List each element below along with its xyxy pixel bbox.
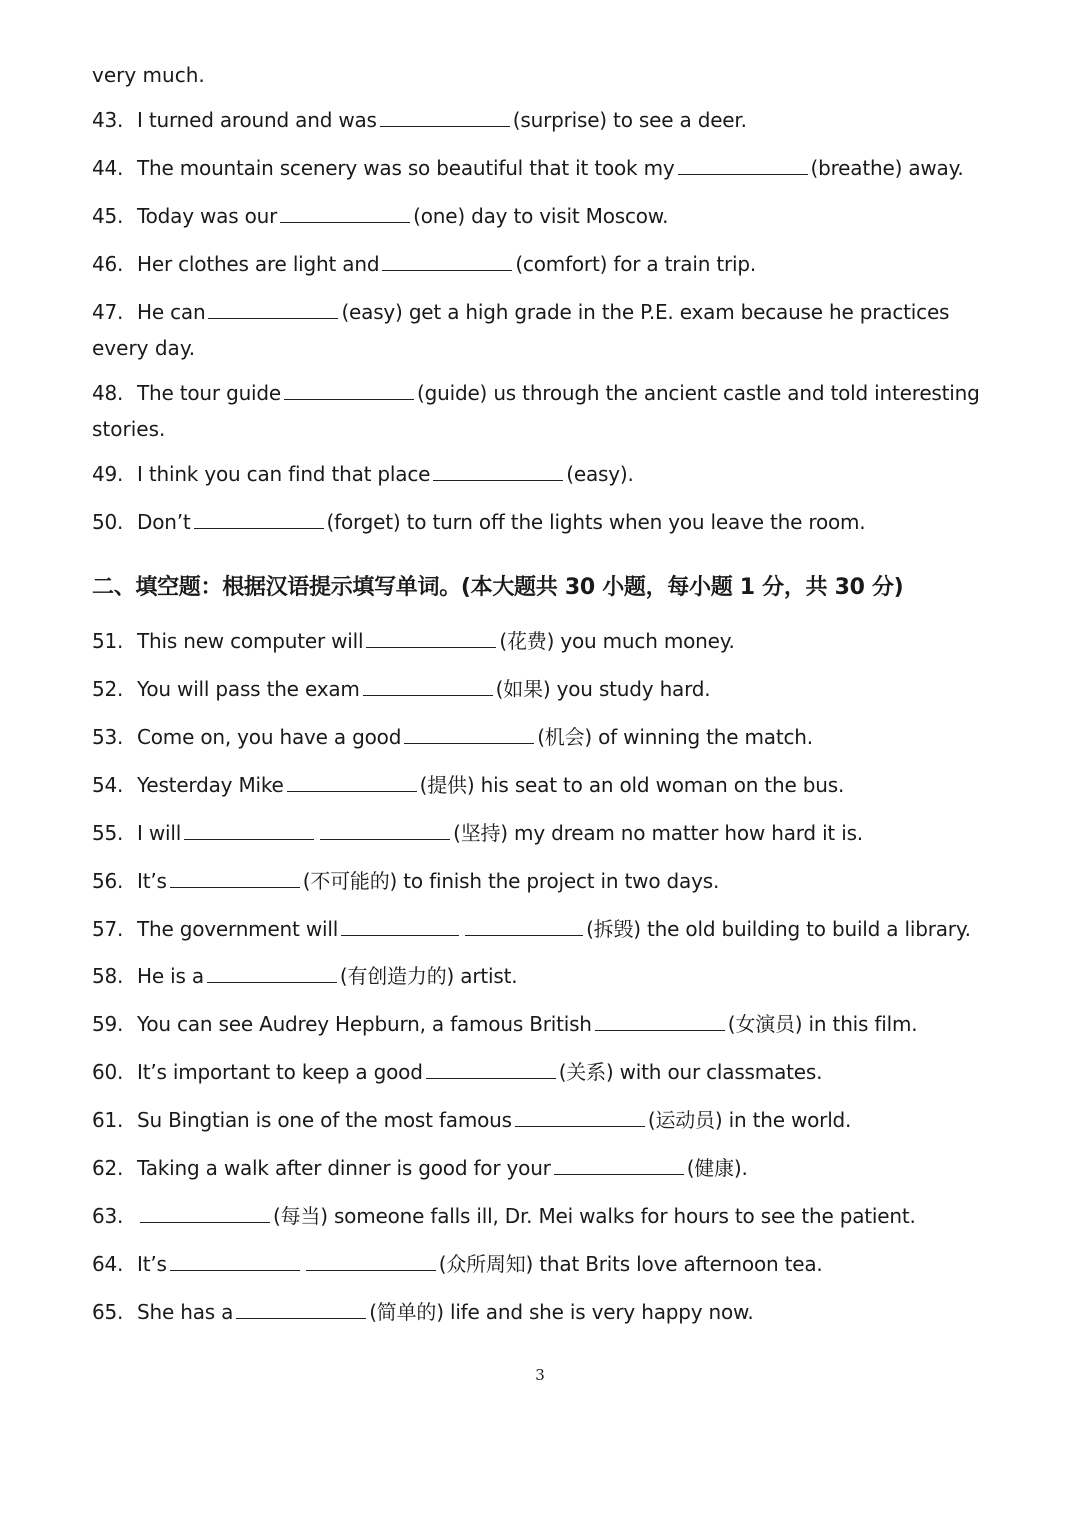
question-48 [92,380,980,406]
question-text-after: (女演员) in this film. [727,1012,918,1036]
question-text-before: The tour guide [137,381,282,405]
question-text-after: (easy). [566,462,634,486]
question-number: 55. [92,821,124,845]
question-text-before: The mountain scenery was so beautiful that it took my [137,156,675,180]
question-text-after: (关系) with our classmates. [558,1060,823,1084]
question-50 [92,509,865,535]
question-number: 51. [92,629,124,653]
question-text-before: He is a [137,964,204,988]
question-text-before: He can [137,300,206,324]
question-54 [92,772,844,798]
page-number: 3 [535,1366,545,1384]
question-text-after: (guide) us through the ancient castle and told interesting [417,381,980,405]
question-53 [92,724,813,750]
answer-blank[interactable] [366,629,496,648]
section-heading: 二、填空题：根据汉语提示填写单词。(本大题共 30 小题，每小题 1 分，共 30 分) [92,575,904,600]
answer-blank[interactable] [207,964,337,983]
question-text-before: The government will [137,917,339,941]
answer-blank[interactable] [170,869,300,888]
question-text-after: (花费) you much money. [499,629,735,653]
previous-question-tail: very much. [92,63,205,87]
question-number: 59. [92,1012,124,1036]
question-text-before: Today was our [137,204,278,228]
answer-blank[interactable] [554,1156,684,1175]
question-57 [92,916,971,942]
question-text-before: Yesterday Mike [137,773,284,797]
question-text-after: (comfort) for a train trip. [515,252,757,276]
answer-blank[interactable] [306,1252,436,1271]
question-text-before: Don’t [137,510,191,534]
question-52 [92,676,710,702]
answer-blank[interactable] [236,1300,366,1319]
question-number: 63. [92,1204,124,1228]
question-text-after: (拆毁) the old building to build a library. [586,917,971,941]
question-text-after: (easy) get a high grade in the P.E. exam because he practices [341,300,950,324]
question-43 [92,107,747,133]
question-text-before: This new computer will [137,629,364,653]
question-number: 52. [92,677,124,701]
answer-blank[interactable] [404,725,534,744]
question-text-after: (提供) his seat to an old woman on the bus. [419,773,845,797]
answer-blank[interactable] [363,677,493,696]
question-47 [92,299,949,325]
question-text-before: It’s [137,869,167,893]
question-56 [92,868,719,894]
question-text-before: I think you can find that place [137,462,431,486]
question-62 [92,1155,748,1181]
question-number: 47. [92,300,124,324]
question-number: 45. [92,204,124,228]
question-text-before: It’s [137,1252,167,1276]
question-text-before: Taking a walk after dinner is good for your [137,1156,551,1180]
question-number: 60. [92,1060,124,1084]
question-number: 62. [92,1156,124,1180]
question-number: 49. [92,462,124,486]
question-63 [92,1203,916,1229]
question-text-before: Su Bingtian is one of the most famous [137,1108,512,1132]
question-60 [92,1059,822,1085]
question-47-continuation: every day. [92,336,196,360]
question-text-before: You can see Audrey Hepburn, a famous British [137,1012,592,1036]
question-text-after: (坚持) my dream no matter how hard it is. [453,821,863,845]
question-text-after: (forget) to turn off the lights when you leave the room. [326,510,866,534]
answer-blank[interactable] [140,1204,270,1223]
answer-blank[interactable] [280,204,410,223]
answer-blank[interactable] [380,108,510,127]
question-number: 57. [92,917,124,941]
question-65 [92,1299,754,1325]
question-text-before: I will [137,821,182,845]
answer-blank[interactable] [426,1060,556,1079]
answer-blank[interactable] [433,462,563,481]
question-text-before: She has a [137,1300,234,1324]
question-text-before: I turned around and was [137,108,377,132]
answer-blank[interactable] [287,773,417,792]
answer-blank[interactable] [170,1252,300,1271]
answer-blank[interactable] [678,156,808,175]
question-number: 48. [92,381,124,405]
question-text-before: Her clothes are light and [137,252,380,276]
question-49 [92,461,634,487]
question-48-continuation: stories. [92,417,166,441]
question-64 [92,1251,823,1277]
question-text-after: (健康). [686,1156,748,1180]
question-58 [92,963,517,989]
question-44 [92,155,964,181]
answer-blank[interactable] [320,821,450,840]
question-text-after: (one) day to visit Moscow. [413,204,669,228]
question-text-after: (众所周知) that Brits love afternoon tea. [438,1252,823,1276]
question-text-after: (运动员) in the world. [647,1108,852,1132]
answer-blank[interactable] [465,917,583,936]
question-text-after: (机会) of winning the match. [537,725,813,749]
question-number: 65. [92,1300,124,1324]
question-number: 54. [92,773,124,797]
question-61 [92,1107,851,1133]
question-number: 64. [92,1252,124,1276]
answer-blank[interactable] [194,510,324,529]
question-text-after: (如果) you study hard. [495,677,711,701]
question-59 [92,1011,917,1037]
question-text-before: It’s important to keep a good [137,1060,423,1084]
question-number: 50. [92,510,124,534]
question-number: 46. [92,252,124,276]
answer-blank[interactable] [341,917,459,936]
question-text-after: (不可能的) to finish the project in two days. [302,869,720,893]
answer-blank[interactable] [382,252,512,271]
question-number: 53. [92,725,124,749]
answer-blank[interactable] [208,300,338,319]
question-45 [92,203,668,229]
question-text-before: You will pass the exam [137,677,360,701]
question-number: 61. [92,1108,124,1132]
question-text-before: Come on, you have a good [137,725,402,749]
question-text-after: (surprise) to see a deer. [512,108,747,132]
question-text-after: (简单的) life and she is very happy now. [369,1300,754,1324]
question-text-after: (breathe) away. [810,156,964,180]
question-text-after: (有创造力的) artist. [339,964,518,988]
question-51 [92,628,735,654]
question-55 [92,820,863,846]
answer-blank[interactable] [284,381,414,400]
answer-blank[interactable] [595,1012,725,1031]
answer-blank[interactable] [515,1108,645,1127]
question-46 [92,251,756,277]
question-number: 43. [92,108,124,132]
question-number: 58. [92,964,124,988]
question-text-after: (每当) someone falls ill, Dr. Mei walks for hours to see the patient. [273,1204,916,1228]
answer-blank[interactable] [184,821,314,840]
question-number: 56. [92,869,124,893]
question-number: 44. [92,156,124,180]
